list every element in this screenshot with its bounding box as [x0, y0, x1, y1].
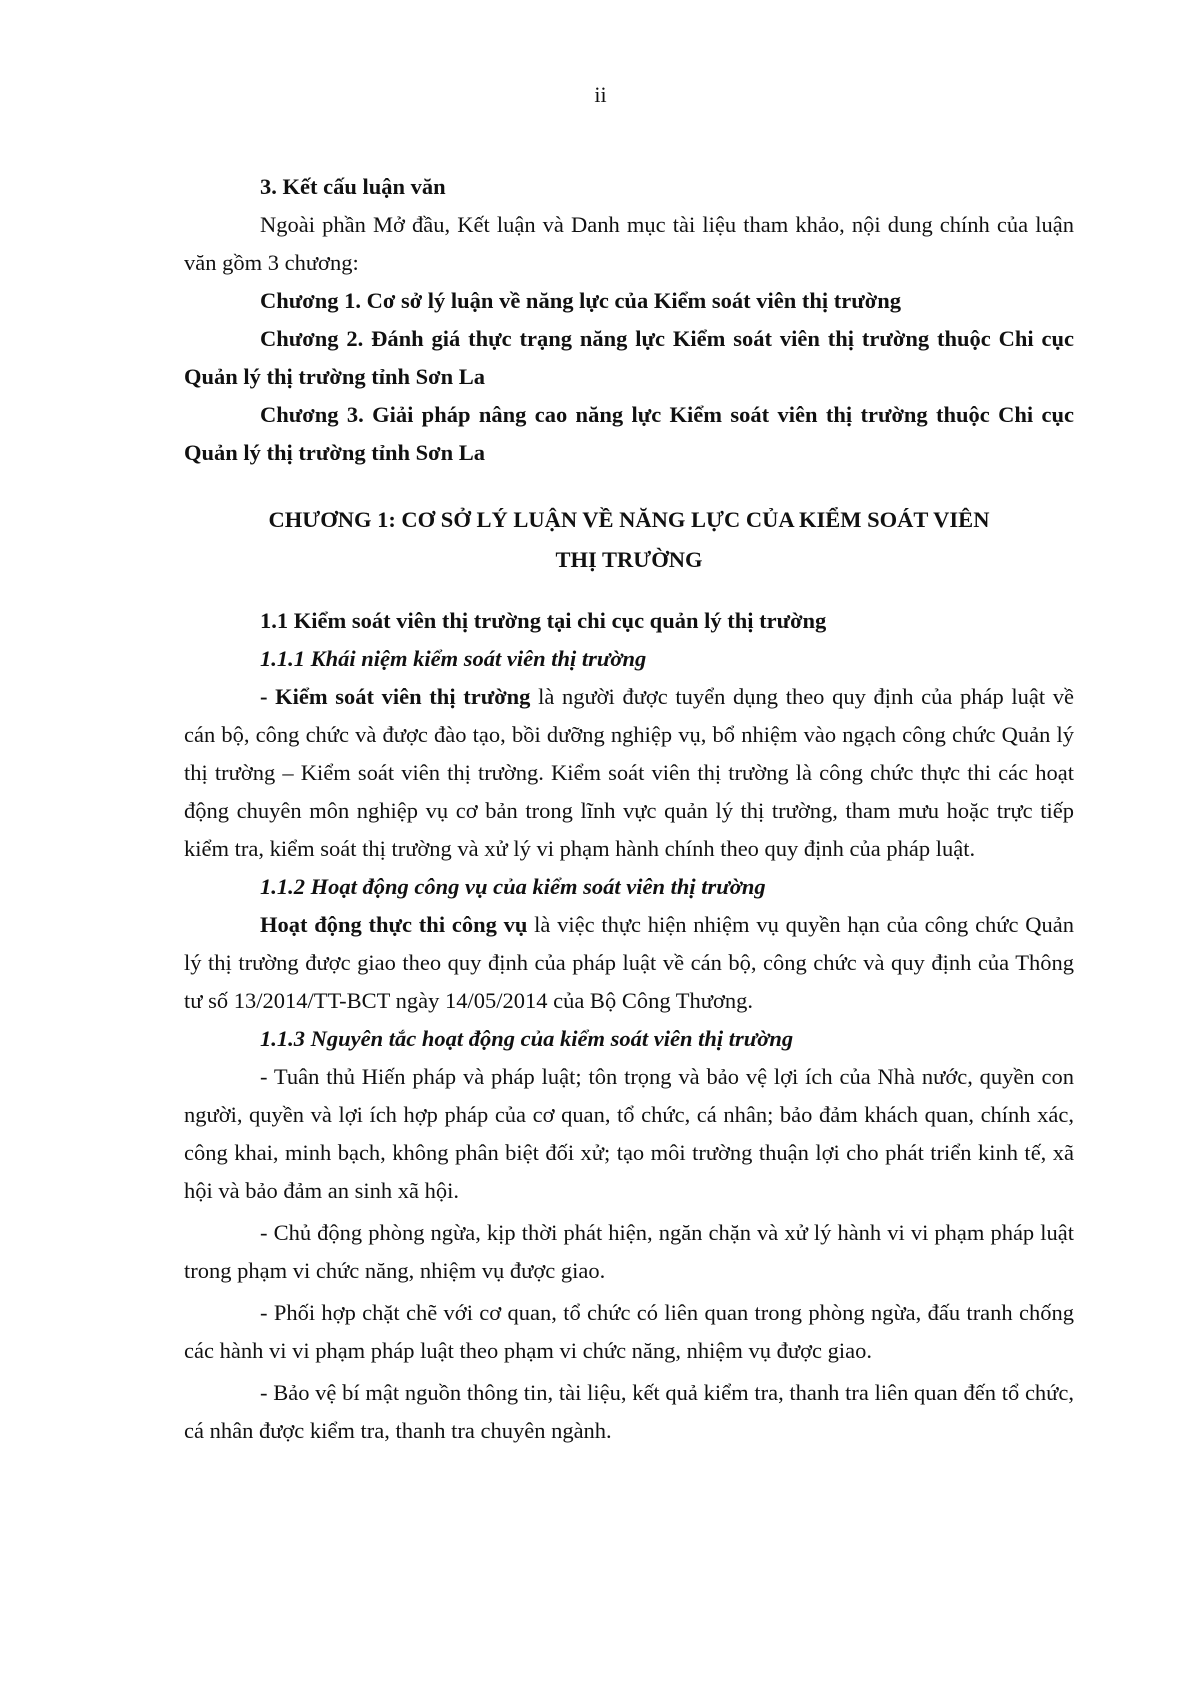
chapter-title-line: CHƯƠNG 1: CƠ SỞ LÝ LUẬN VỀ NĂNG LỰC CỦA KIỂM SOÁT VIÊN — [268, 507, 990, 532]
paragraph-text: là người được tuyển dụng theo quy định của pháp luật về cán bộ, công chức và được đào tạo, bồi dưỡng nghiệp vụ, bổ nhiệm vào ngạch công chức Quản lý thị trường – Kiểm soát viên thị trường. Kiểm soát viên thị trường là công chức thực thi các hoạt động chuyên môn nghiệp vụ cơ bản trong lĩnh vực quản lý thị trường, tham mưu hoặc trực tiếp kiểm tra, kiểm soát thị trường và xử lý vi phạm hành chính theo quy định của pháp luật. — [184, 684, 1074, 861]
list-item: - Tuân thủ Hiến pháp và pháp luật; tôn trọng và bảo vệ lợi ích của Nhà nước, quyền con người, quyền và lợi ích hợp pháp của cơ quan, tổ chức, cá nhân; bảo đảm khách quan, chính xác, công khai, minh bạch, không phân biệt đối xử; tạo môi trường thuận lợi cho phát triển kinh tế, xã hội và bảo đảm an sinh xã hội. — [184, 1064, 1074, 1203]
chapter-title — [184, 500, 1074, 580]
list-item: - Chủ động phòng ngừa, kịp thời phát hiện, ngăn chặn và xử lý hành vi vi phạm pháp luật trong phạm vi chức năng, nhiệm vụ được giao. — [184, 1220, 1074, 1283]
page-number: ii — [594, 82, 607, 107]
subsection-heading: 1.1.1 Khái niệm kiểm soát viên thị trường — [260, 646, 647, 671]
section-heading: 1.1 Kiểm soát viên thị trường tại chi cục quản lý thị trường — [260, 608, 827, 633]
subsection-heading: 1.1.3 Nguyên tắc hoạt động của kiểm soát viên thị trường — [260, 1026, 794, 1051]
list-item: - Phối hợp chặt chẽ với cơ quan, tổ chức có liên quan trong phòng ngừa, đấu tranh chống các hành vi vi phạm pháp luật theo phạm vi chức năng, nhiệm vụ được giao. — [184, 1300, 1074, 1363]
page-content — [184, 168, 1074, 1450]
paragraph — [184, 906, 1074, 1020]
paragraph: Ngoài phần Mở đầu, Kết luận và Danh mục tài liệu tham khảo, nội dung chính của luận văn gồm 3 chương: — [184, 212, 1074, 275]
chapter-list-item: Chương 2. Đánh giá thực trạng năng lực Kiểm soát viên thị trường thuộc Chi cục Quản lý thị trường tỉnh Sơn La — [184, 326, 1074, 389]
chapter-list-item: Chương 3. Giải pháp nâng cao năng lực Kiểm soát viên thị trường thuộc Chi cục Quản lý thị trường tỉnh Sơn La — [184, 402, 1074, 465]
chapter-title-line: THỊ TRƯỜNG — [555, 547, 703, 572]
subsection-heading: 1.1.2 Hoạt động công vụ của kiểm soát viên thị trường — [260, 874, 766, 899]
paragraph — [184, 678, 1074, 868]
list-item: - Bảo vệ bí mật nguồn thông tin, tài liệu, kết quả kiểm tra, thanh tra liên quan đến tổ chức, cá nhân được kiểm tra, thanh tra chuyên ngành. — [184, 1380, 1074, 1443]
paragraph-text: là việc thực hiện nhiệm vụ quyền hạn của công chức Quản lý thị trường được giao theo quy định của pháp luật về cán bộ, công chức và quy định của Thông tư số 13/2014/TT-BCT ngày 14/05/2014 của Bộ Công Thương. — [184, 912, 1074, 1013]
chapter-list-item: Chương 1. Cơ sở lý luận về năng lực của Kiểm soát viên thị trường — [260, 288, 902, 313]
bold-term: - Kiểm soát viên thị trường — [260, 684, 531, 709]
section-heading: 3. Kết cấu luận văn — [260, 174, 446, 199]
bold-term: Hoạt động thực thi công vụ — [260, 912, 528, 937]
